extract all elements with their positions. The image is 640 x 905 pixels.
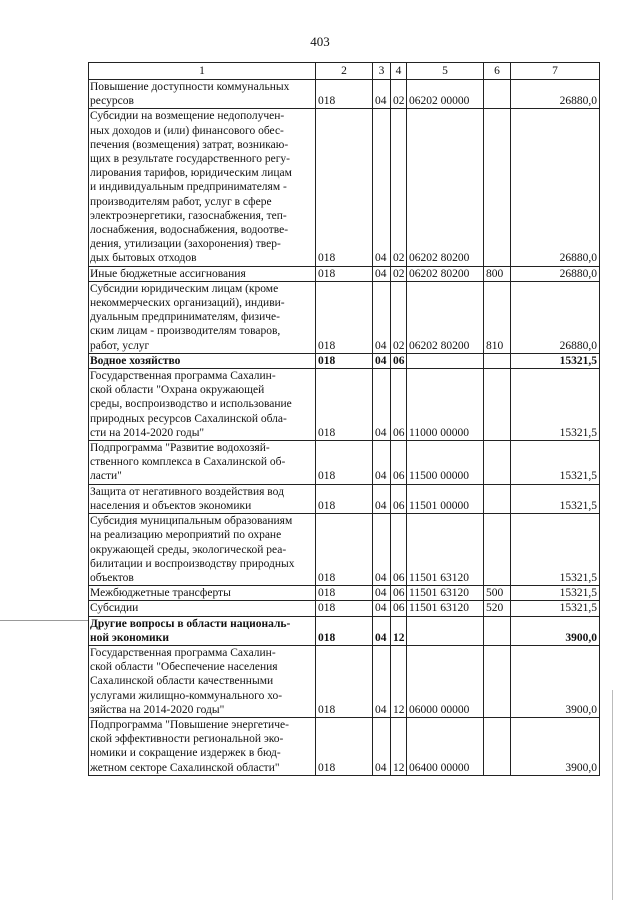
table-row xyxy=(89,109,600,266)
row-expense-type xyxy=(484,717,511,775)
table-row xyxy=(89,441,600,485)
header-col-3: 3 xyxy=(373,63,391,80)
row-ministry-code: 018 xyxy=(316,80,373,109)
row-target-article xyxy=(407,353,484,368)
row-ministry-code: 018 xyxy=(316,586,373,601)
row-section-code: 04 xyxy=(373,514,391,586)
row-subsection-code: 06 xyxy=(391,601,407,616)
row-target-article: 11501 63120 xyxy=(407,514,484,586)
row-expense-type: 500 xyxy=(484,586,511,601)
table-row xyxy=(89,80,600,109)
row-subsection-code: 06 xyxy=(391,353,407,368)
row-expense-type: 800 xyxy=(484,266,511,281)
header-col-1: 1 xyxy=(89,63,316,80)
table-row xyxy=(89,514,600,586)
row-section-code: 04 xyxy=(373,586,391,601)
row-subsection-code: 06 xyxy=(391,586,407,601)
row-section-code: 04 xyxy=(373,353,391,368)
row-target-article: 11000 00000 xyxy=(407,369,484,441)
row-target-article: 06202 80200 xyxy=(407,266,484,281)
row-subsection-code: 02 xyxy=(391,109,407,266)
row-target-article: 06400 00000 xyxy=(407,717,484,775)
row-section-code: 04 xyxy=(373,616,391,645)
row-section-code: 04 xyxy=(373,80,391,109)
scan-artifact-line xyxy=(0,620,88,621)
row-expense-type xyxy=(484,616,511,645)
row-subsection-code: 06 xyxy=(391,484,407,513)
row-subsection-code: 12 xyxy=(391,717,407,775)
row-target-article: 06202 80200 xyxy=(407,281,484,353)
row-name: Подпрограмма "Развитие водохозяй- ственного комплекса в Сахалинской об- ласти" xyxy=(89,441,316,485)
row-expense-type xyxy=(484,441,511,485)
row-section-code: 04 xyxy=(373,601,391,616)
row-ministry-code: 018 xyxy=(316,616,373,645)
row-subsection-code: 02 xyxy=(391,281,407,353)
row-ministry-code: 018 xyxy=(316,514,373,586)
row-subsection-code: 12 xyxy=(391,645,407,717)
table-row xyxy=(89,586,600,601)
table-header-row xyxy=(89,63,600,80)
row-subsection-code: 06 xyxy=(391,514,407,586)
header-col-6: 6 xyxy=(484,63,511,80)
row-amount: 15321,5 xyxy=(511,369,600,441)
row-amount: 15321,5 xyxy=(511,353,600,368)
row-section-code: 04 xyxy=(373,717,391,775)
row-expense-type xyxy=(484,514,511,586)
scan-artifact-vline xyxy=(612,690,613,900)
row-expense-type xyxy=(484,80,511,109)
row-amount: 3900,0 xyxy=(511,717,600,775)
row-expense-type xyxy=(484,369,511,441)
row-ministry-code: 018 xyxy=(316,353,373,368)
header-col-7: 7 xyxy=(511,63,600,80)
row-name: Межбюджетные трансферты xyxy=(89,586,316,601)
row-expense-type xyxy=(484,109,511,266)
row-section-code: 04 xyxy=(373,109,391,266)
row-name: Водное хозяйство xyxy=(89,353,316,368)
table-row xyxy=(89,645,600,717)
row-ministry-code: 018 xyxy=(316,109,373,266)
row-section-code: 04 xyxy=(373,369,391,441)
row-amount: 15321,5 xyxy=(511,484,600,513)
row-expense-type xyxy=(484,645,511,717)
header-col-2: 2 xyxy=(316,63,373,80)
table-row xyxy=(89,484,600,513)
row-ministry-code: 018 xyxy=(316,645,373,717)
row-name: Повышение доступности коммунальных ресурсов xyxy=(89,80,316,109)
row-name: Иные бюджетные ассигнования xyxy=(89,266,316,281)
row-ministry-code: 018 xyxy=(316,441,373,485)
row-name: Подпрограмма "Повышение энергетиче- ской эффективности региональной эко- номики и сокращение издержек в бюд- жетном секторе Сахалинской области" xyxy=(89,717,316,775)
row-subsection-code: 06 xyxy=(391,441,407,485)
row-expense-type xyxy=(484,484,511,513)
row-subsection-code: 02 xyxy=(391,80,407,109)
row-ministry-code: 018 xyxy=(316,484,373,513)
table-row xyxy=(89,601,600,616)
row-name: Государственная программа Сахалин- ской области "Охрана окружающей среды, воспроизводство и использование природных ресурсов Сахалинской обла- сти на 2014-2020 годы" xyxy=(89,369,316,441)
row-amount: 26880,0 xyxy=(511,266,600,281)
row-amount: 26880,0 xyxy=(511,281,600,353)
row-amount: 15321,5 xyxy=(511,586,600,601)
row-amount: 26880,0 xyxy=(511,109,600,266)
row-target-article: 06202 80200 xyxy=(407,109,484,266)
row-amount: 26880,0 xyxy=(511,80,600,109)
row-name: Государственная программа Сахалин- ской области "Обеспечение населения Сахалинской области качественными услугами жилищно-коммунального хо- зяйства на 2014-2020 годы" xyxy=(89,645,316,717)
row-name: Субсидии на возмещение недополучен- ных доходов и (или) финансового обес- печения (возмещения) затрат, возникаю- щих в результате государственного регу- лирования тарифов, юридическим лицам и индивидуальным предпринимателям - производителям работ, услуг в сфере электроэнергетики, газоснабжения, теп- лоснабжения, водоснабжения, водоотве- дения, утилизации (захоронения) твер- дых бытовых отходов xyxy=(89,109,316,266)
row-name: Защита от негативного воздействия вод населения и объектов экономики xyxy=(89,484,316,513)
row-subsection-code: 12 xyxy=(391,616,407,645)
row-subsection-code: 02 xyxy=(391,266,407,281)
header-col-4: 4 xyxy=(391,63,407,80)
row-amount: 15321,5 xyxy=(511,601,600,616)
row-section-code: 04 xyxy=(373,484,391,513)
row-expense-type: 520 xyxy=(484,601,511,616)
row-amount: 3900,0 xyxy=(511,645,600,717)
row-name: Субсидии юридическим лицам (кроме некоммерческих организаций), индиви- дуальным предпринимателям, физиче- ским лицам - производителям товаров, работ, услуг xyxy=(89,281,316,353)
row-ministry-code: 018 xyxy=(316,717,373,775)
row-amount: 3900,0 xyxy=(511,616,600,645)
table-row xyxy=(89,281,600,353)
row-amount: 15321,5 xyxy=(511,441,600,485)
row-section-code: 04 xyxy=(373,441,391,485)
row-target-article: 11501 63120 xyxy=(407,601,484,616)
row-amount: 15321,5 xyxy=(511,514,600,586)
row-target-article: 11500 00000 xyxy=(407,441,484,485)
budget-table xyxy=(88,62,600,776)
page-number: 403 xyxy=(310,34,330,49)
row-name: Другие вопросы в области националь- ной экономики xyxy=(89,616,316,645)
row-ministry-code: 018 xyxy=(316,601,373,616)
row-section-code: 04 xyxy=(373,645,391,717)
row-section-code: 04 xyxy=(373,266,391,281)
row-name: Субсидии xyxy=(89,601,316,616)
row-target-article: 11501 00000 xyxy=(407,484,484,513)
row-section-code: 04 xyxy=(373,281,391,353)
row-subsection-code: 06 xyxy=(391,369,407,441)
table-row xyxy=(89,369,600,441)
table-row xyxy=(89,353,600,368)
row-ministry-code: 018 xyxy=(316,369,373,441)
row-ministry-code: 018 xyxy=(316,281,373,353)
table-row xyxy=(89,616,600,645)
table-row xyxy=(89,717,600,775)
row-name: Субсидия муниципальным образованиям на реализацию мероприятий по охране окружающей среды, экологической реа- билитации и воспроизводству природных объектов xyxy=(89,514,316,586)
row-target-article xyxy=(407,616,484,645)
row-expense-type: 810 xyxy=(484,281,511,353)
row-expense-type xyxy=(484,353,511,368)
header-col-5: 5 xyxy=(407,63,484,80)
row-ministry-code: 018 xyxy=(316,266,373,281)
row-target-article: 06202 00000 xyxy=(407,80,484,109)
table-row xyxy=(89,266,600,281)
row-target-article: 11501 63120 xyxy=(407,586,484,601)
row-target-article: 06000 00000 xyxy=(407,645,484,717)
